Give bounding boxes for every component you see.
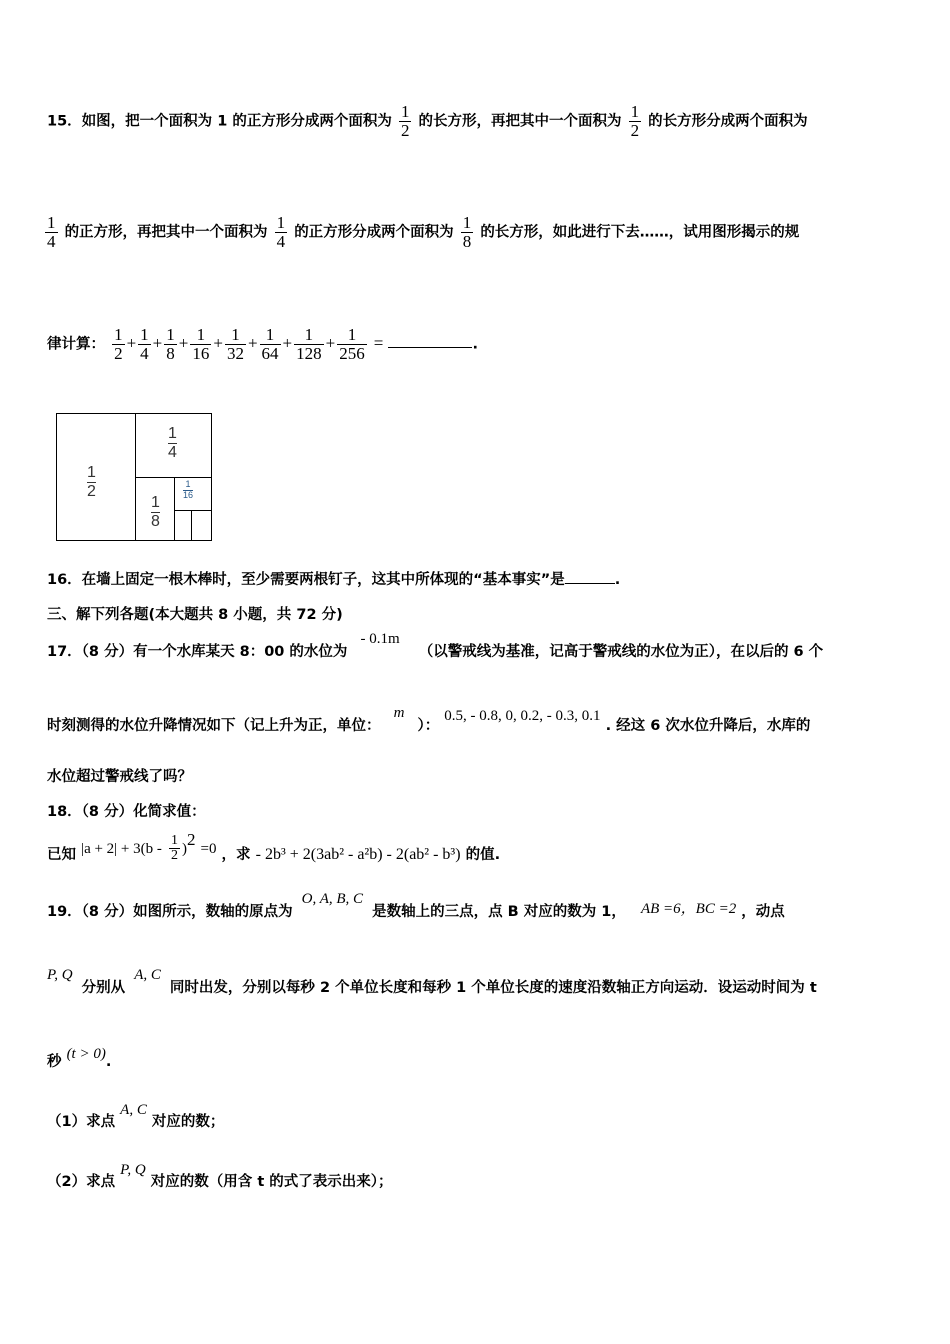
q19-sub2-points: P, Q <box>120 1162 146 1178</box>
section-title: 三、解下列各题(本大题共 8 小题，共 72 分) <box>47 607 343 623</box>
q15-text-1c: 的长方形分成两个面积为 <box>648 113 808 130</box>
fraction-quarter: $\frac{1}{4}$ <box>276 213 286 251</box>
q15-text-1b: 的长方形，再把其中一个面积为 <box>418 113 622 130</box>
answer-blank[interactable] <box>388 333 472 348</box>
q15-number: 15． <box>47 113 82 130</box>
q19-line2 <box>47 967 817 997</box>
q19-line3: 秒 (t > 0). <box>47 1046 112 1070</box>
figure-label-half: $\frac{1}{2}$ <box>87 464 96 500</box>
sum-term: $\frac{1}{16}$ <box>192 325 210 363</box>
q19-sub1-points: A, C <box>120 1102 147 1118</box>
q19-text-2b: 同时出发，分别以每秒 2 个单位长度和每秒 1 个单位长度的速度沿数轴正方向运动．设运动时间为 t <box>169 980 817 996</box>
q15-line2 <box>47 214 799 251</box>
figure-half-cell <box>57 414 136 540</box>
sum-term: $\frac{1}{2}$ <box>114 325 123 363</box>
fraction-half: $\frac{1}{2}$ <box>400 102 410 140</box>
q17-values: 0.5, - 0.8, 0, 0.2, - 0.3, 0.1 <box>444 708 601 724</box>
sum-term: $\frac{1}{64}$ <box>261 325 279 363</box>
q19-points: O, A, B, C <box>301 891 364 907</box>
figure-label-quarter: $\frac{1}{4}$ <box>168 425 177 461</box>
q19-line1 <box>47 891 785 921</box>
q18-tail: 的值. <box>465 846 501 863</box>
q19-text-3a: 秒 <box>47 1054 62 1070</box>
q15-text-1a: 如图，把一个面积为 1 的正方形分成两个面积为 <box>81 113 392 130</box>
q15-line3: 律计算： $\frac{1}{2}$ + $\frac{1}{4}$ + $\frac{1}{8}$ + $\frac{1}{16}$ + $\frac{1}{32}$ + $\frac{1}{64}$ + $\frac{1}{128}$ + $\frac{1}{256}$ = . <box>47 325 478 363</box>
q17-text-2b: ）： <box>417 718 440 734</box>
q17-line2 <box>47 705 811 735</box>
q15-text-2a: 的正方形，再把其中一个面积为 <box>64 224 268 241</box>
q19-sub1-b: 对应的数； <box>151 1114 225 1130</box>
sum-term: $\frac{1}{256}$ <box>339 325 365 363</box>
sum-term: $\frac{1}{128}$ <box>296 325 322 363</box>
q17-line3: 水位超过警戒线了吗？ <box>47 769 192 785</box>
q17-unit: m <box>393 705 405 721</box>
answer-blank[interactable] <box>565 569 615 584</box>
q18-cond-c: =0 <box>200 840 217 857</box>
figure-label-sixteenth: $\frac{1}{16}$ <box>183 479 194 500</box>
q17-line1 <box>47 631 824 661</box>
q18-condition: 已知 |a + 2| + 3(b - $\frac{1}{2}$ )$^2$ =0 ，求 - 2b³ + 2(3ab² - a²b) - 2(ab² - b³) 的值. <box>47 830 501 864</box>
q18-cond-a: |a + 2| + 3(b - <box>81 840 162 857</box>
q18-known: 已知 <box>47 846 76 863</box>
q18-ask: ，求 <box>221 846 251 863</box>
q19-sub2-a: （2）求点 <box>47 1174 116 1190</box>
q18-expression: - 2b³ + 2(3ab² - a²b) - 2(ab² - b³) <box>255 845 461 863</box>
q19-sub2-b: 对应的数（用含 t 的式了表示出来）； <box>150 1174 393 1190</box>
sum-term: $\frac{1}{32}$ <box>226 325 244 363</box>
q19-text-1c: ，动点 <box>741 904 785 920</box>
q19-text-1a: 19．（8 分）如图所示，数轴的原点为 <box>47 904 293 920</box>
q19-sub2 <box>47 1162 393 1191</box>
q19-sub1-a: （1）求点 <box>47 1114 116 1130</box>
q17-level: - 0.1m <box>360 631 400 647</box>
fraction-square-figure <box>56 413 212 541</box>
q18-cond-frac: $\frac{1}{2}$ <box>170 832 178 864</box>
fraction-half: $\frac{1}{2}$ <box>630 102 640 140</box>
q17-text-2a: 时刻测得的水位升降情况如下（记上升为正，单位： <box>47 718 381 734</box>
q19-sub1 <box>47 1102 225 1131</box>
q17-text-2c: . 经这 6 次水位升降后，水库的 <box>605 718 811 734</box>
sum-term: $\frac{1}{8}$ <box>166 325 175 363</box>
fraction-eighth: $\frac{1}{8}$ <box>462 213 472 251</box>
q16-line: 16．在墙上固定一根木棒时，至少需要两根钉子，这其中所体现的“基本事实”是 . <box>47 568 620 589</box>
fraction-quarter: $\frac{1}{4}$ <box>47 213 56 251</box>
figure-small-cell <box>191 510 192 540</box>
q15-text-2b: 的正方形分成两个面积为 <box>294 224 454 241</box>
q15-label: 律计算： <box>47 336 105 353</box>
q19-pq: P, Q <box>47 967 73 983</box>
q17-text-1b: （以警戒线为基准，记高于警戒线的水位为正），在以后的 6 个 <box>418 644 824 660</box>
q15-text-2c: 的长方形，如此进行下去……，试用图形揭示的规 <box>480 224 800 241</box>
q18-title: 18．（8 分）化简求值： <box>47 804 206 820</box>
q15-line1 <box>47 103 808 140</box>
q19-text-1b: 是数轴上的三点，点 B 对应的数为 1， <box>372 904 626 920</box>
equals-sign: = <box>373 333 384 353</box>
q17-text-1a: 17．（8 分）有一个水库某天 8：00 的水位为 <box>47 644 348 660</box>
q19-t-condition: (t > 0) <box>66 1046 106 1062</box>
sum-term: $\frac{1}{4}$ <box>140 325 149 363</box>
q19-text-2a: 分别从 <box>81 980 126 996</box>
q16-text: 16．在墙上固定一根木棒时，至少需要两根钉子，这其中所体现的“基本事实”是 <box>47 572 565 588</box>
q19-ac: A, C <box>134 967 161 983</box>
figure-label-eighth: $\frac{1}{8}$ <box>151 494 160 530</box>
q19-distances: AB =6，BC =2 <box>640 901 737 917</box>
